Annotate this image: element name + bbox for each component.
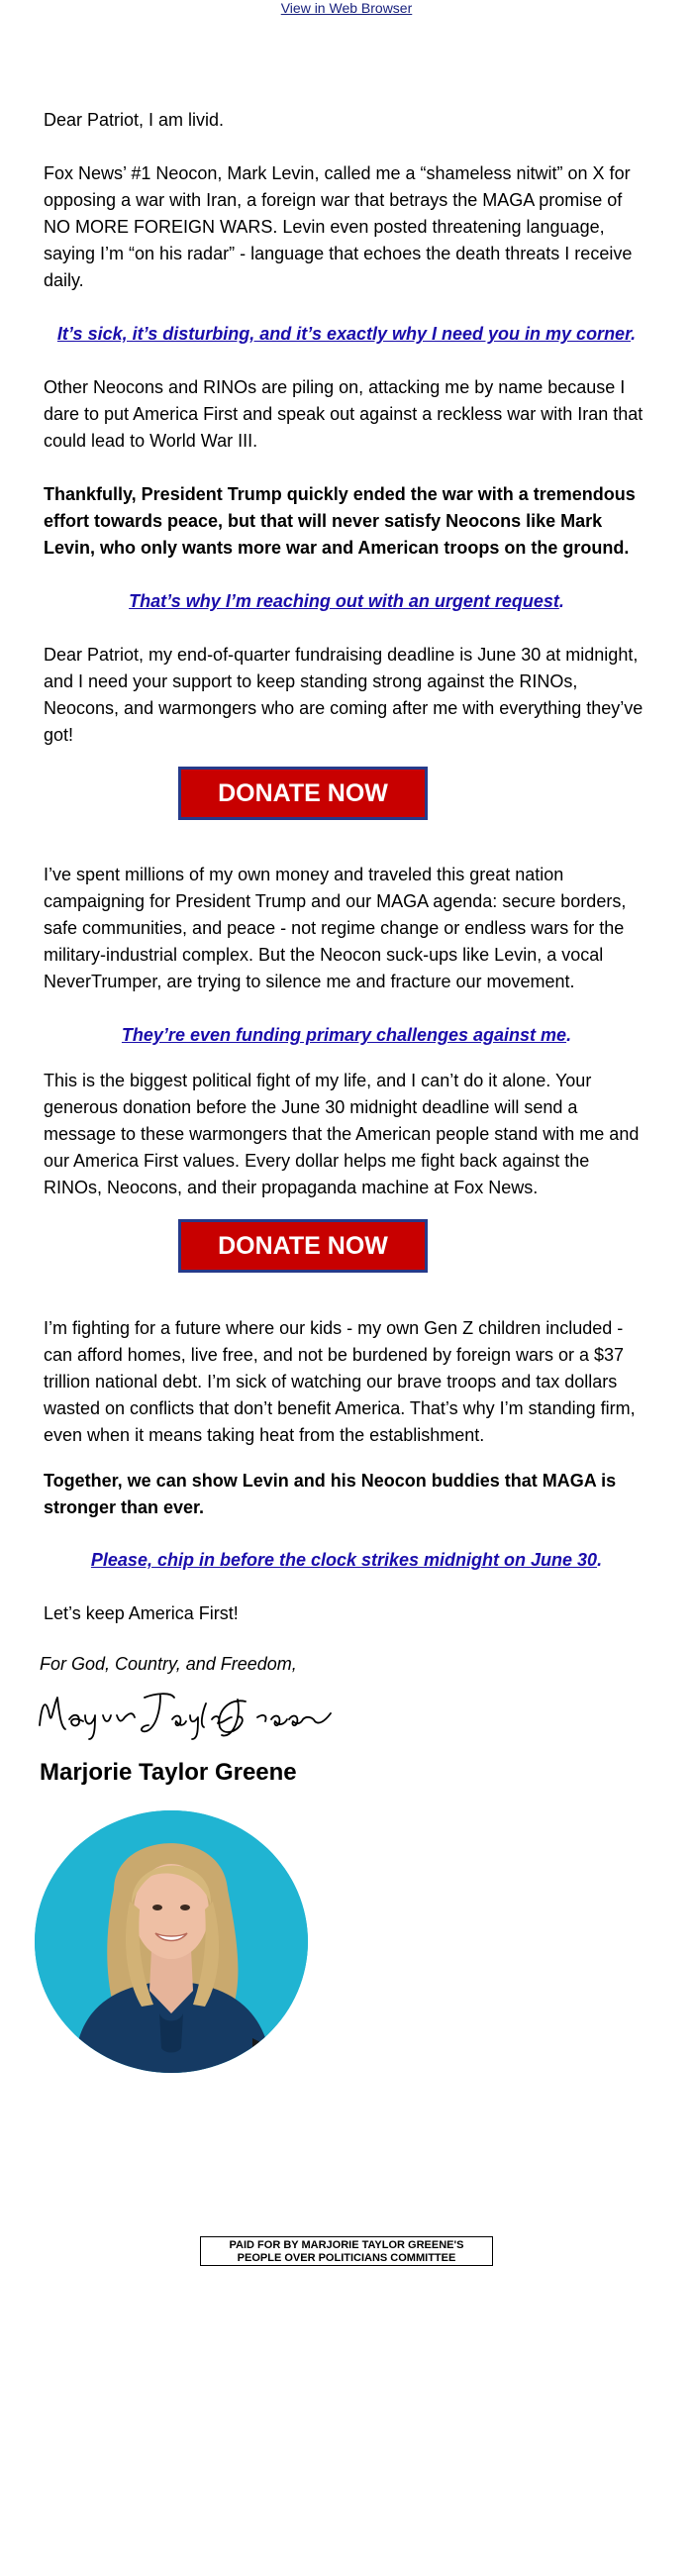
paragraph-3-bold: Thankfully, President Trump quickly ended the war with a tremendous effort towards peace, but that will never satisfy Neocons like Mark Levin, who only wants more war and American troops on the ground. [44, 484, 636, 558]
paragraph-7: I’m fighting for a future where our kids - my own Gen Z children included - can afford homes, live free, and not be burdened by foreign wars or a $37 trillion national debt. I’m sick of watching our brave troops and tax dollars wasted on conflicts that don’t benefit America. That’s why I’m standing firm, even when it means taking heat from the establishment. [44, 1318, 636, 1445]
closing-text: For God, Country, and Freedom, [40, 1654, 297, 1674]
handwritten-signature [34, 1686, 341, 1745]
link-line-4: Please, chip in before the clock strikes midnight on June 30. [90, 1550, 603, 1570]
paragraph-4: Dear Patriot, my end-of-quarter fundraising deadline is June 30 at midnight, and I need your support to keep standing strong against the RINOs, Neocons, and warmongers who are coming after me with everything they’ve got! [44, 645, 644, 745]
view-in-browser-bar [0, 0, 693, 16]
paragraph-2: Other Neocons and RINOs are piling on, attacking me by name because I dare to put America First and speak out against a reckless war with Iran that could lead to World War III. [44, 377, 644, 451]
paragraph-6: This is the biggest political fight of my life, and I can’t do it alone. Your generous donation before the June 30 midnight deadline will send a message to these warmongers that the American people stand with me and our America First values. Every dollar helps me fight back against the RINOs, Neocons, and their propaganda machine at Fox News. [44, 1071, 640, 1197]
paid-for-disclaimer [200, 2236, 493, 2266]
paragraph-5: I’ve spent millions of my own money and traveled this great nation campaigning for President Trump and our MAGA agenda: secure borders, safe communities, and peace - not regime change or endless wars for the military-industrial complex. But the Neocon suck-ups like Levin, a vocal NeverTrumper, are trying to silence me and fracture our movement. [44, 865, 627, 991]
portrait-photo [35, 1810, 308, 2073]
signature-name-block [40, 1759, 645, 1787]
paragraph-1: Fox News’ #1 Neocon, Mark Levin, called me a “shameless nitwit” on X for opposing a war with Iran, a foreign war that betrays the MAGA promise of NO MORE FOREIGN WARS. Levin even posted threatening language, saying I’m “on his radar” - language that echoes the death threats I receive daily. [44, 163, 633, 290]
closing-line [40, 1654, 645, 1675]
signer-name: Marjorie Taylor Greene [40, 1759, 297, 1786]
link-sick-disturbing[interactable]: It’s sick, it’s disturbing, and it’s exactly why I need you in my corner [56, 324, 632, 344]
portrait-illustration [35, 1810, 308, 2073]
greeting: Dear Patriot, I am livid. [44, 110, 225, 130]
paid-line-1: PAID FOR BY MARJORIE TAYLOR GREENE'S [229, 2239, 464, 2251]
paragraph-8-bold: Together, we can show Levin and his Neocon buddies that MAGA is stronger than ever. [44, 1471, 617, 1517]
link-urgent-request[interactable]: That’s why I’m reaching out with an urgent request [129, 591, 559, 611]
view-in-browser-link[interactable]: View in Web Browser [280, 0, 413, 16]
paid-line-2: PEOPLE OVER POLITICIANS COMMITTEE [237, 2252, 456, 2264]
donate-now-button-1[interactable]: DONATE NOW [178, 767, 428, 820]
link-primary-challenges[interactable]: They’re even funding primary challenges against me [121, 1025, 567, 1045]
link-line-2: That’s why I’m reaching out with an urgent request. [129, 591, 564, 611]
paragraph-9: Let’s keep America First! [44, 1603, 239, 1623]
link-line-3: They’re even funding primary challenges against me. [121, 1025, 572, 1045]
donate-now-button-2[interactable]: DONATE NOW [178, 1219, 428, 1273]
link-chip-in[interactable]: Please, chip in before the clock strikes midnight on June 30 [90, 1550, 598, 1570]
link-line-1: It’s sick, it’s disturbing, and it’s exactly why I need you in my corner. [56, 324, 637, 344]
